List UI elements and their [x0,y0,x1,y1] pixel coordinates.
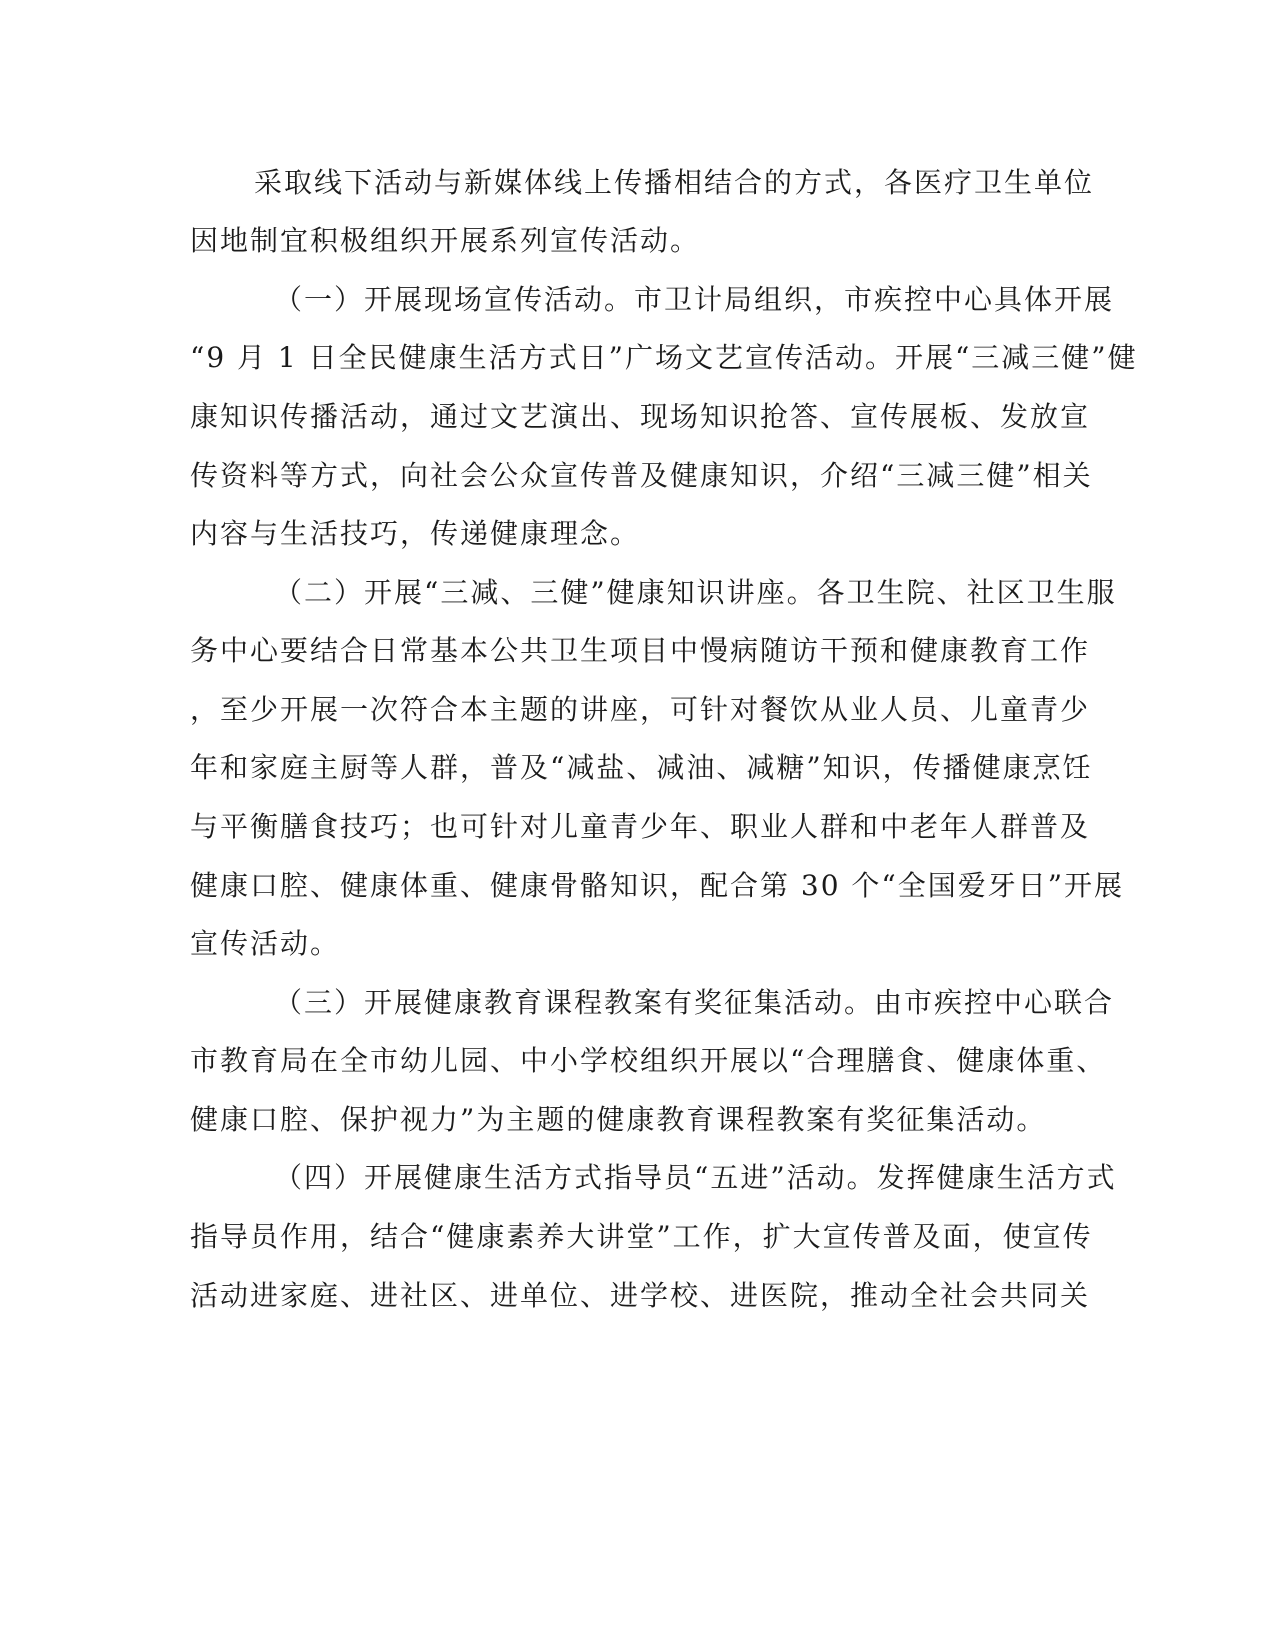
section-2-line-4: 年和家庭主厨等人群，普及“减盐、减油、减糖”知识，传播健康烹饪 [190,751,1093,784]
section-4-heading-line: （四）开展健康生活方式指导员“五进”活动。发挥健康生活方式 [274,1161,1117,1194]
paragraph-1-line-1: 采取线下活动与新媒体线上传播相结合的方式，各医疗卫生单位 [254,166,1095,199]
section-4-line-2: 指导员作用，结合“健康素养大讲堂”工作，扩大宣传普及面，使宣传 [190,1220,1093,1253]
section-3-line-2: 市教育局在全市幼儿园、中小学校组织开展以“合理膳食、健康体重、 [190,1044,1107,1077]
section-1-line-5: 内容与生活技巧，传递健康理念。 [190,517,641,550]
paragraph-1-line-2: 因地制宜积极组织开展系列宣传活动。 [190,224,701,257]
section-2-line-7: 宣传活动。 [190,927,341,960]
section-3-line-3: 健康口腔、保护视力”为主题的健康教育课程教案有奖征集活动。 [190,1103,1047,1136]
section-4-line-3: 活动进家庭、进社区、进单位、进学校、进医院，推动全社会共同关 [190,1279,1091,1312]
section-1-line-3: 康知识传播活动，通过文艺演出、现场知识抢答、宣传展板、发放宣 [190,400,1091,433]
section-2-line-3: ，至少开展一次符合本主题的讲座，可针对餐饮从业人员、儿童青少 [190,693,1091,726]
section-3-heading-line: （三）开展健康教育课程教案有奖征集活动。由市疾控中心联合 [274,986,1115,1019]
section-2-line-5: 与平衡膳食技巧；也可针对儿童青少年、职业人群和中老年人群普及 [190,810,1091,843]
section-1-line-2: “9 月 1 日全民健康生活方式日”广场文艺宣传活动。开展“三减三健”健 [190,341,1138,374]
section-1-heading-line: （一）开展现场宣传活动。市卫计局组织，市疾控中心具体开展 [274,283,1115,316]
section-2-line-6: 健康口腔、健康体重、健康骨骼知识，配合第 30 个“全国爱牙日”开展 [190,869,1125,902]
section-2-heading-line: （二）开展“三减、三健”健康知识讲座。各卫生院、社区卫生服 [274,576,1117,609]
section-2-line-2: 务中心要结合日常基本公共卫生项目中慢病随访干预和健康教育工作 [190,634,1091,667]
section-1-line-4: 传资料等方式，向社会公众宣传普及健康知识，介绍“三减三健”相关 [190,459,1093,492]
